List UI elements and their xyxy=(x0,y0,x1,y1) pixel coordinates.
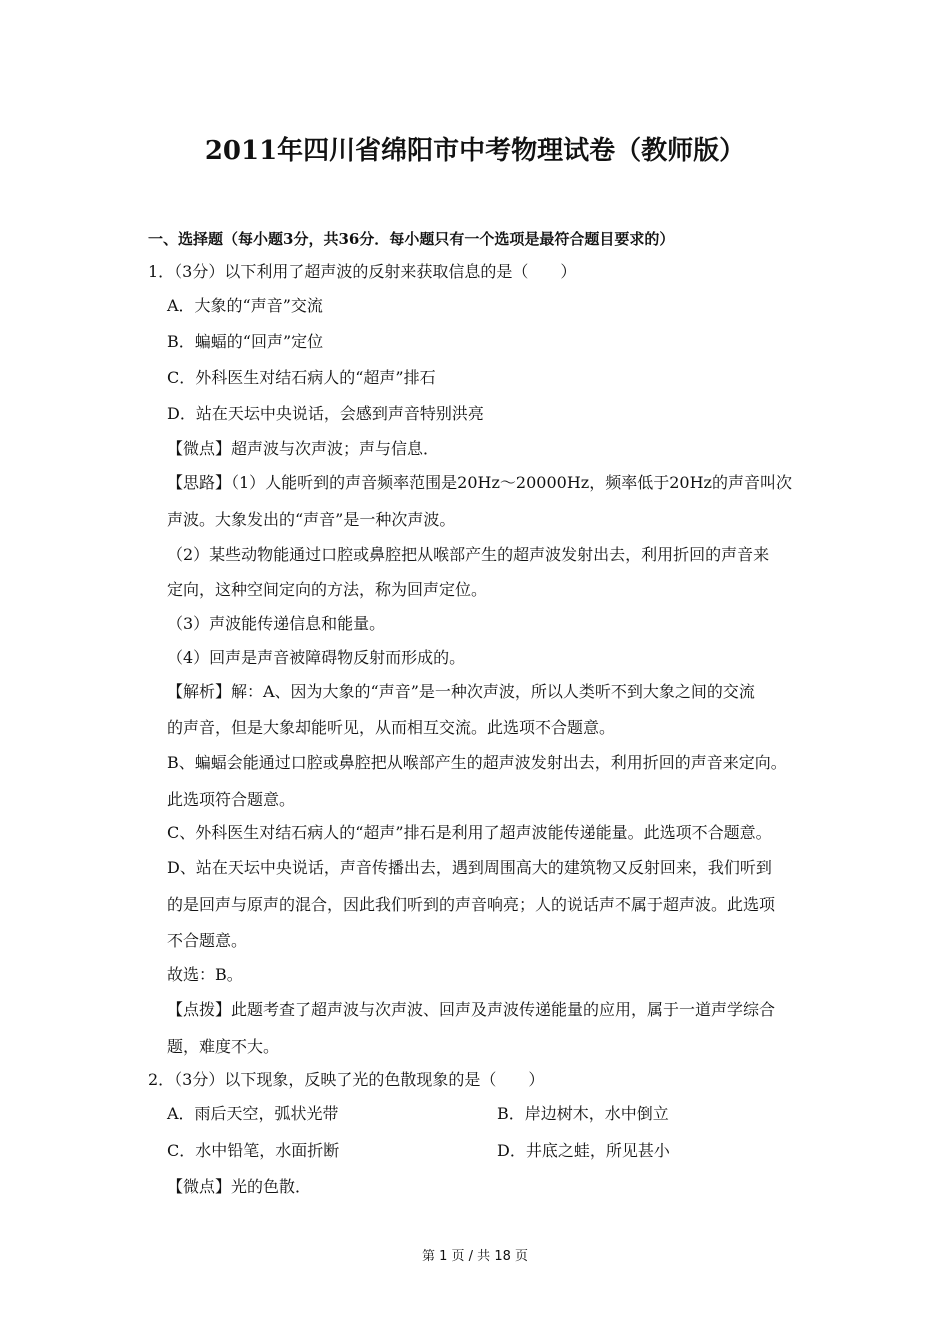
q1-jiexi-line: 的是回声与原声的混合，因此我们听到的声音响亮；人的说话声不属于超声波。此选项 xyxy=(167,895,776,914)
page-footer: 第 1 页 / 共 18 页 xyxy=(422,1249,528,1264)
page-title: 2011年四川省绵阳市中考物理试卷（教师版） xyxy=(204,136,746,166)
q1-silu-line: （2）某些动物能通过口腔或鼻腔把从喉部产生的超声波发射出去，利用折回的声音来 xyxy=(167,545,770,564)
q1-jiexi-line: D、站在天坛中央说话，声音传播出去，遇到周围高大的建筑物又反射回来，我们听到 xyxy=(167,858,772,877)
q1-jiexi-line: 【解析】解：A、因为大象的“声音”是一种次声波，所以人类听不到大象之间的交流 xyxy=(167,682,755,701)
q1-jiexi-line: C、外科医生对结石病人的“超声”排石是利用了超声波能传递能量。此选项不合题意。 xyxy=(167,823,772,842)
question-1-stem: 1．（3分）以下利用了超声波的反射来获取信息的是（ ） xyxy=(148,262,577,281)
q1-silu-line: 定向，这种空间定向的方法，称为回声定位。 xyxy=(167,580,488,599)
q2-option-a: A．雨后天空，弧状光带 xyxy=(167,1104,339,1123)
section-heading: 一、选择题（每小题3分，共36分．每小题只有一个选项是最符合题目要求的） xyxy=(148,230,675,248)
q1-dianbo-line: 题，难度不大。 xyxy=(167,1037,280,1056)
q2-option-c: C．水中铅笔，水面折断 xyxy=(167,1141,340,1160)
q1-weidian: 【微点】超声波与次声波；声与信息． xyxy=(167,439,440,458)
q1-option-a: A．大象的“声音”交流 xyxy=(167,296,323,315)
q1-silu-line: （3）声波能传递信息和能量。 xyxy=(167,614,386,633)
q1-jiexi-line: B、蝙蝠会能通过口腔或鼻腔把从喉部产生的超声波发射出去，利用折回的声音来定向。 xyxy=(167,753,787,772)
question-2-stem: 2．（3分）以下现象，反映了光的色散现象的是（ ） xyxy=(148,1070,545,1089)
q1-jiexi-line: 此选项符合题意。 xyxy=(167,790,296,809)
q1-answer: 故选：B。 xyxy=(167,965,243,984)
q1-silu-line: （4）回声是声音被障碍物反射而形成的。 xyxy=(167,648,466,667)
q1-jiexi-line: 的声音，但是大象却能听见，从而相互交流。此选项不合题意。 xyxy=(167,718,616,737)
q2-option-b: B．岸边树木，水中倒立 xyxy=(497,1104,669,1123)
q1-option-d: D．站在天坛中央说话，会感到声音特别洪亮 xyxy=(167,404,484,423)
q1-dianbo-line: 【点拨】此题考查了超声波与次声波、回声及声波传递能量的应用，属于一道声学综合 xyxy=(167,1000,776,1019)
q1-option-c: C．外科医生对结石病人的“超声”排石 xyxy=(167,368,436,387)
q1-silu-line: 【思路】（1）人能听到的声音频率范围是20Hz～20000Hz，频率低于20Hz的声音叫次 xyxy=(167,473,792,492)
q2-weidian: 【微点】光的色散． xyxy=(167,1177,312,1196)
q1-silu-line: 声波。大象发出的“声音”是一种次声波。 xyxy=(167,510,456,529)
q2-option-d: D．井底之蛙，所见甚小 xyxy=(497,1141,670,1160)
q1-option-b: B．蝙蝠的“回声”定位 xyxy=(167,332,324,351)
q1-jiexi-line: 不合题意。 xyxy=(167,931,248,950)
